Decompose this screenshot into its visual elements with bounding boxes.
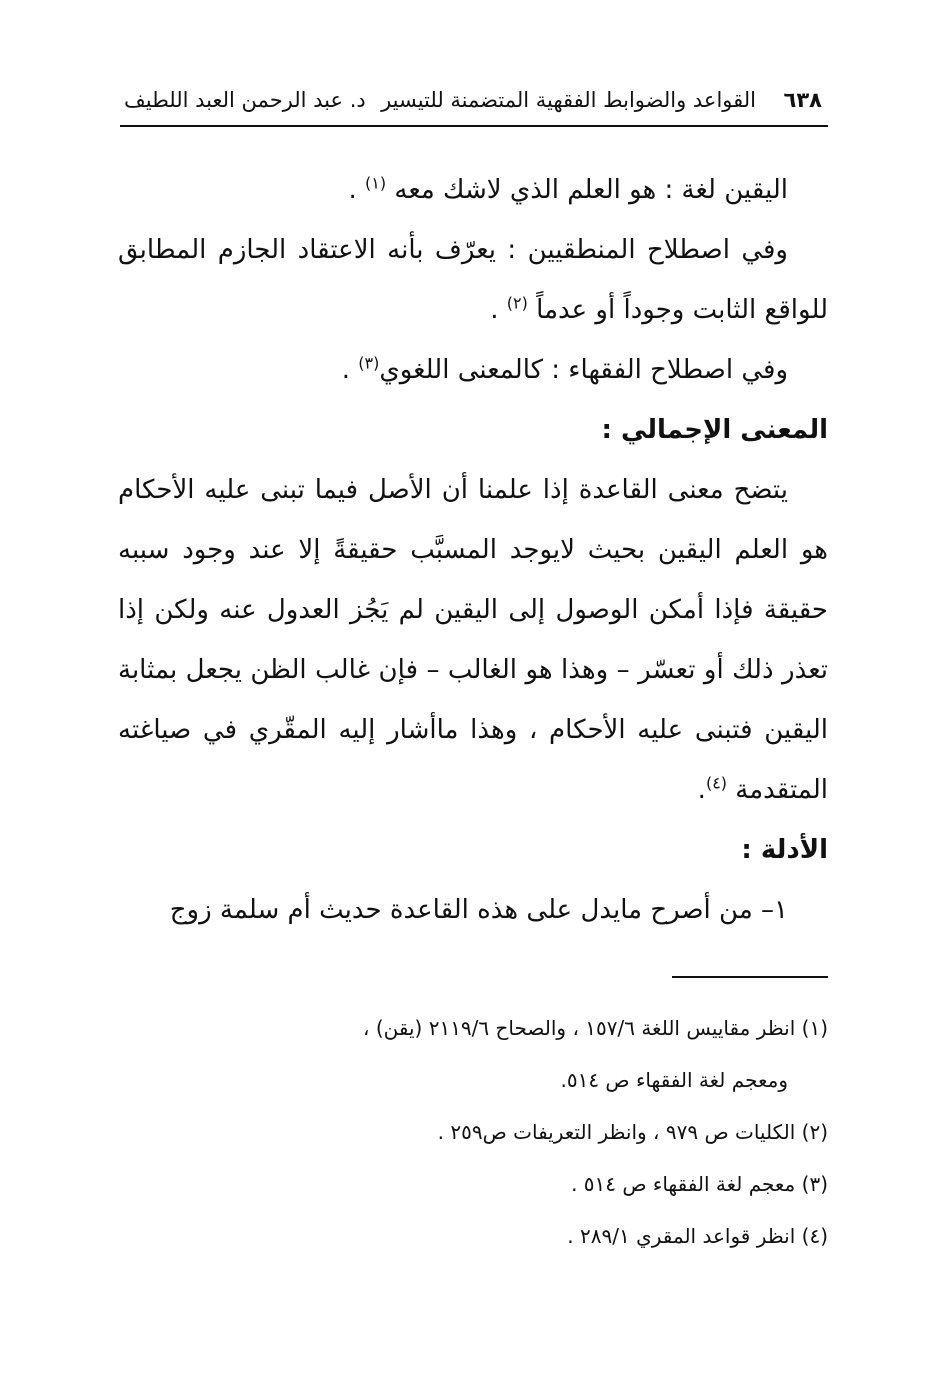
footnote-1: (١) انظر مقاييس اللغة ١٥٧/٦ ، والصحاح ٢١١٩/٦ (يقن) ، xyxy=(363,1016,828,1040)
paragraph-general-meaning: يتضح معنى القاعدة إذا علمنا أن الأصل فيما تبنى عليه الأحكام هو العلم اليقين بحيث لايوجد المسبَّب حقيقةً إلا عند وجود سببه حقيقة فإذا أمكن الوصول إلى اليقين لم يَجُز العدول عنه ولكن إذا تعذر ذلك أو تعسّر – وهذا هو الغالب – فإن غالب الظن يجعل بمثابة اليقين فتبنى عليه الأحكام ، وهذا ماأشار إليه المقّري في صياغته المتقدمة $^{(٤)}$. xyxy=(118,475,828,805)
header-divider xyxy=(120,125,828,127)
running-header xyxy=(120,82,826,118)
book-title: القواعد والضوابط الفقهية المتضمنة للتيسير xyxy=(381,88,756,112)
footnote-2: (٢) الكليات ص ٩٧٩ ، وانظر التعريفات ص٢٥٩ . xyxy=(437,1120,828,1144)
footnote-4: (٤) انظر قواعد المقري ٢٨٩/١ . xyxy=(567,1224,828,1248)
footnote-1-continued: ومعجم لغة الفقهاء ص ٥١٤. xyxy=(560,1068,788,1092)
page-number: ٦٣٨ xyxy=(783,88,822,112)
author-name: د. عبد الرحمن العبد اللطيف xyxy=(124,88,366,112)
footnote-ref-2: (٢) xyxy=(506,293,528,313)
paragraph-evidence-1: ١– من أصرح مايدل على هذه القاعدة حديث أم سلمة زوج xyxy=(169,895,788,925)
paragraph-yaqin-lugha: اليقين لغة : هو العلم الذي لاشك معه $^{(١)}$ . xyxy=(348,173,788,205)
footnote-ref-4: (٤) xyxy=(705,773,728,793)
paragraph-fuqaha: وفي اصطلاح الفقهاء : كالمعنى اللغوي$^{(٣)}$ . xyxy=(341,353,788,385)
main-text xyxy=(118,160,828,940)
section-heading-evidence: الأدلة : xyxy=(741,835,828,865)
footnote-divider xyxy=(672,976,828,978)
paragraph-mantiqiyyin: وفي اصطلاح المنطقيين : يعرّف بأنه الاعتقاد الجازم المطابق للواقع الثابت وجوداً أو عدماً $^{(٢)}$ . xyxy=(118,235,828,325)
footnote-ref-3: (٣) xyxy=(358,353,380,373)
footnote-3: (٣) معجم لغة الفقهاء ص ٥١٤ . xyxy=(571,1172,828,1196)
footnotes xyxy=(118,1002,828,1262)
footnote-ref-1: (١) xyxy=(365,173,387,193)
section-heading-general-meaning: المعنى الإجمالي : xyxy=(601,415,828,445)
